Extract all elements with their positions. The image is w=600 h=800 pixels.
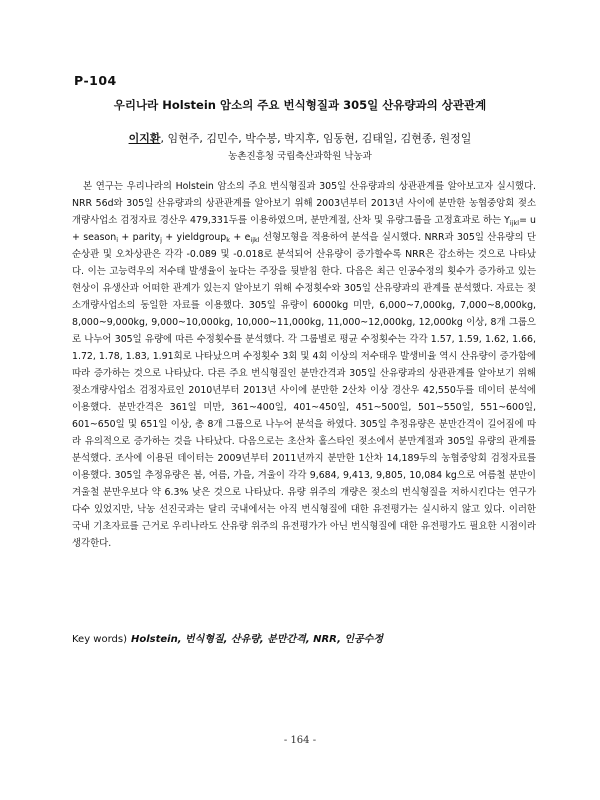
abstract-body: [72, 178, 536, 552]
abstract-paragraph: [72, 178, 536, 552]
keywords-values: Holstein, 번식형질, 산유량, 분만간격, NRR, 인공수정: [131, 634, 383, 645]
author-list: [0, 130, 600, 146]
presenting-author: 이지환: [128, 132, 161, 145]
keywords: [72, 630, 383, 645]
keywords-label: Key words): [72, 634, 127, 645]
co-authors: , 임현주, 김민수, 박수봉, 박지후, 임동현, 김태일, 김현종, 원정일: [160, 132, 472, 145]
subscript: j: [160, 236, 162, 244]
abstract-text-4: + yieldgroup: [161, 232, 227, 243]
subscript: ijkl: [250, 236, 260, 244]
abstract-text-3: + parity: [118, 232, 161, 243]
subscript: k: [226, 236, 230, 244]
abstract-text-5: + e: [230, 232, 251, 243]
subscript: i: [116, 236, 119, 244]
poster-code: P-104: [74, 73, 117, 88]
affiliation: 농촌진흥청 국립축산과학원 낙농과: [228, 151, 372, 162]
page-number: - 164 -: [283, 735, 317, 746]
abstract-text-1: 본 연구는 우리나라의 Holstein 암소의 주요 번식형질과 305일 산유량과의 상관관계를 알아보고자 실시했다. NRR 56d와 305일 산유량과의 상관관계를 알아보기 위해 2003년부터 2013년 사이에 분만한 농협중앙회 젖소개량사업소 검정자료 경산우 479,331두를 이용하였으며, 분만계절, 산차 및 유량그룹을 고정효과로 하는 Y: [72, 181, 536, 226]
paper-title: 우리나라 Holstein 암소의 주요 번식형질과 305일 산유량과의 상관관계: [113, 98, 487, 112]
abstract-text-2: = u + season: [72, 215, 537, 243]
abstract-text-6: 선형모형을 적용하여 분석을 실시했다. NRR과 305일 산유량의 단순상관 및 오차상관은 각각 -0.089 및 -0.018로 분석되어 산유량이 증가할수록 NRR은 감소하는 것으로 나타났다. 이는 고능력우의 저수태 발생율이 높다는 주장을 뒷받침 한다. 다음은 최근 인공수정의 횟수가 증가하고 있는 현상이 유생산과 어떠한 관계가 있는지 알아보기 위해 수정횟수와 305일 산유량과의 관계를 분석했다. 자료는 젖소개량사업소의 동일한 자료를 이용했다. 305일 유량이 6000kg 미만, 6,000~7,000kg, 7,000~8,000kg, 8,000~9,000kg, 9,000~10,000kg, 10,000~11,000kg, 11,000~12,000kg, 12,000kg 이상, 8개 그룹으로 나누어 305일 유량에 따른 수정횟수를 분석했다. 각 그룹별로 평균 수정횟수는 각각 1.57, 1.59, 1.62, 1.66, 1.72, 1.78, 1.83, 1.91회로 나타났으며 수정횟수 3회 및 4회 이상의 저수태우 발생비율 역시 산유량이 증가함에 따라 증가하는 것으로 나타났다. 다른 주요 번식형질인 분만간격과 305일 산유량과의 상관관계를 알아보기 위해 젖소개량사업소 검정자료인 2010년부터 2013년 사이에 분만한 2산차 이상 경산우 42,550두를 데이터 분석에 이용했다. 분만간격은 361일 미만, 361~400일, 401~450일, 451~500일, 501~550일, 551~600일, 601~650일 및 651일 이상, 총 8개 그룹으로 나누어 분석을 하였다. 305일 추정유량은 분만간격이 길어짐에 따라 유의적으로 증가하는 것을 나타났다. 다음으로는 초산차 홀스타인 젖소에서 분만계절과 305일 유량의 관계를 분석했다. 조사에 이용된 데이터는 2009년부터 2011년까지 분만한 1산차 14,189두의 농협중앙회 검정자료를 이용했다. 305일 추정유량은 봄, 여름, 가을, 겨울이 각각 9,684, 9,413, 9,805, 10,084 kg으로 여름철 분만이 겨울철 분만우보다 약 6.3% 낮은 것으로 나타났다. 유량 위주의 개량은 젖소의 번식형질을 저하시킨다는 연구가 다수 있었지만, 낙농 선진국과는 달리 국내에서는 아직 번식형질에 대한 유전평가는 실시하지 않고 있다. 이러한 국내 기초자료를 근거로 우리나라도 산유량 위주의 유전평가가 아닌 번식형질에 대한 유전평가도 필요한 시점이라 생각한다.: [72, 232, 536, 549]
subscript: ijkl: [509, 219, 520, 227]
